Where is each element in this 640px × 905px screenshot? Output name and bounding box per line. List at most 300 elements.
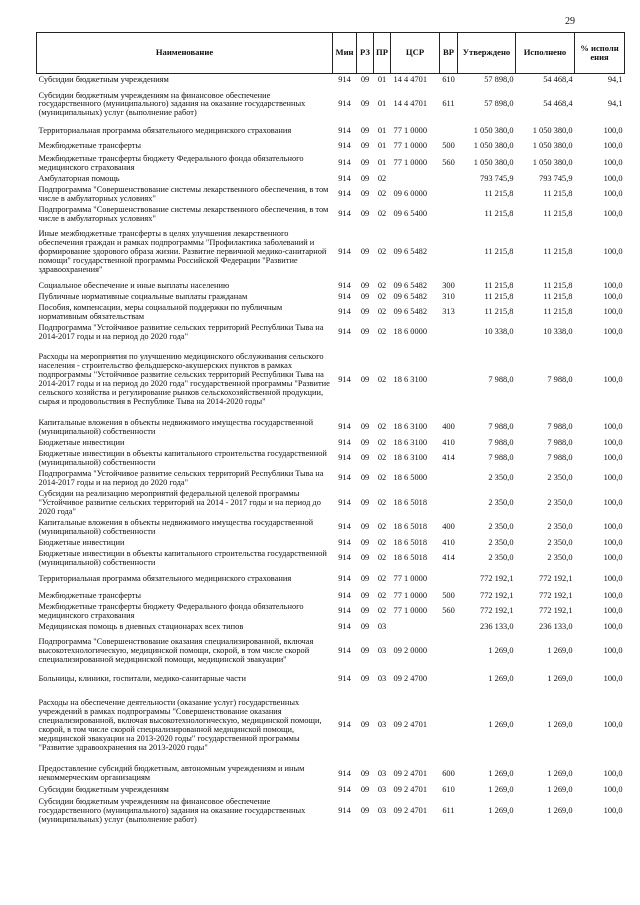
table-row bbox=[37, 153, 625, 173]
row-min: 914 bbox=[338, 720, 351, 730]
row-csr: 09 2 4701 bbox=[393, 806, 427, 816]
row-min: 914 bbox=[338, 247, 351, 257]
row-executed: 2 350,0 bbox=[547, 497, 573, 507]
row-min: 914 bbox=[338, 141, 351, 151]
row-csr: 14 4 4701 bbox=[393, 75, 427, 84]
row-min: 914 bbox=[338, 673, 351, 683]
row-executed: 1 269,0 bbox=[547, 768, 573, 778]
row-rz: 09 bbox=[360, 473, 370, 483]
row-name: Подпрограмма "Устойчивое развитие сельских территорий Республики Тыва на 2014-2017 годы и на период до 2020 года" bbox=[38, 322, 324, 341]
row-approved: 1 269,0 bbox=[488, 768, 514, 778]
row-csr: 18 6 3100 bbox=[393, 437, 427, 447]
row-name: Капитальные вложения в объекты недвижимого имущества государственной (муниципальной) собственности bbox=[38, 517, 314, 536]
row-pr: 02 bbox=[377, 209, 387, 219]
row-min: 914 bbox=[338, 280, 351, 290]
row-approved: 10 338,0 bbox=[484, 327, 514, 337]
row-rz: 09 bbox=[360, 522, 370, 532]
row-executed: 1 269,0 bbox=[547, 646, 573, 656]
table-row bbox=[37, 85, 625, 123]
row-min: 914 bbox=[338, 574, 351, 584]
row-percent: 100,0 bbox=[603, 553, 623, 563]
row-percent: 100,0 bbox=[603, 158, 623, 168]
row-approved: 11 215,8 bbox=[484, 189, 514, 199]
row-min: 914 bbox=[338, 453, 351, 463]
row-min: 914 bbox=[338, 422, 351, 432]
row-approved: 793 745,9 bbox=[480, 173, 514, 183]
row-pr: 02 bbox=[377, 291, 387, 301]
row-min: 914 bbox=[338, 437, 351, 447]
row-approved: 57 898,0 bbox=[484, 75, 514, 84]
row-vr: 560 bbox=[442, 158, 455, 168]
row-rz: 09 bbox=[360, 126, 370, 136]
row-vr: 410 bbox=[442, 437, 455, 447]
table-row bbox=[37, 302, 625, 322]
row-executed: 11 215,8 bbox=[543, 291, 573, 301]
row-approved: 1 050 380,0 bbox=[473, 126, 514, 136]
row-approved: 11 215,8 bbox=[484, 291, 514, 301]
row-vr bbox=[440, 670, 458, 687]
row-approved: 2 350,0 bbox=[488, 553, 514, 563]
row-name: Публичные нормативные социальные выплаты гражданам bbox=[38, 291, 248, 301]
col-header-rz: РЗ bbox=[357, 33, 374, 74]
table-row bbox=[37, 280, 625, 291]
row-csr: 18 6 5018 bbox=[393, 522, 427, 532]
row-executed: 7 988,0 bbox=[547, 437, 573, 447]
row-vr bbox=[440, 488, 458, 517]
row-percent: 100,0 bbox=[603, 673, 623, 683]
row-csr: 18 6 5018 bbox=[393, 497, 427, 507]
table-row bbox=[37, 291, 625, 302]
row-approved: 2 350,0 bbox=[488, 497, 514, 507]
table-row bbox=[37, 590, 625, 601]
row-min: 914 bbox=[338, 522, 351, 532]
table-row bbox=[37, 224, 625, 280]
row-pr: 03 bbox=[377, 646, 387, 656]
row-name: Подпрограмма "Совершенствование системы лекарственного обеспечения, в том числе в амбулаторных условиях" bbox=[38, 184, 329, 203]
row-percent: 94,1 bbox=[607, 99, 623, 109]
row-pr: 02 bbox=[377, 280, 387, 290]
row-vr: 410 bbox=[442, 537, 455, 547]
row-rz: 09 bbox=[360, 437, 370, 447]
table-row bbox=[37, 795, 625, 827]
row-approved: 772 192,1 bbox=[480, 574, 514, 584]
row-name: Территориальная программа обязательного медицинского страхования bbox=[38, 126, 292, 136]
row-pr: 03 bbox=[377, 720, 387, 730]
row-pr: 01 bbox=[377, 75, 387, 84]
table-row bbox=[37, 548, 625, 568]
row-pr: 02 bbox=[377, 307, 387, 317]
row-percent: 100,0 bbox=[603, 374, 623, 384]
row-percent: 100,0 bbox=[603, 209, 623, 219]
row-percent: 100,0 bbox=[603, 522, 623, 532]
row-percent: 100,0 bbox=[603, 768, 623, 778]
row-rz: 09 bbox=[360, 553, 370, 563]
row-name: Капитальные вложения в объекты недвижимого имущества государственной (муниципальной) собственности bbox=[38, 417, 314, 436]
row-rz: 09 bbox=[360, 537, 370, 547]
row-min: 914 bbox=[338, 327, 351, 337]
row-csr bbox=[391, 621, 440, 632]
table-row bbox=[37, 621, 625, 632]
row-executed: 11 215,8 bbox=[543, 280, 573, 290]
row-min: 914 bbox=[338, 537, 351, 547]
row-pr: 02 bbox=[377, 453, 387, 463]
row-percent: 100,0 bbox=[603, 574, 623, 584]
row-executed: 772 192,1 bbox=[539, 574, 573, 584]
row-approved: 1 269,0 bbox=[488, 673, 514, 683]
row-vr bbox=[440, 687, 458, 763]
row-pr: 02 bbox=[377, 327, 387, 337]
row-rz: 09 bbox=[360, 590, 370, 600]
row-csr: 14 4 4701 bbox=[393, 99, 427, 109]
row-vr bbox=[440, 468, 458, 488]
table-row bbox=[37, 601, 625, 621]
row-percent: 100,0 bbox=[603, 646, 623, 656]
row-pr: 02 bbox=[377, 606, 387, 616]
row-approved: 11 215,8 bbox=[484, 247, 514, 257]
table-row bbox=[37, 568, 625, 590]
row-approved: 7 988,0 bbox=[488, 453, 514, 463]
row-approved: 236 133,0 bbox=[480, 621, 514, 631]
row-vr: 611 bbox=[442, 99, 455, 109]
row-min: 914 bbox=[338, 473, 351, 483]
table-row bbox=[37, 448, 625, 468]
row-pr: 02 bbox=[377, 537, 387, 547]
row-approved: 2 350,0 bbox=[488, 473, 514, 483]
row-vr bbox=[440, 342, 458, 417]
row-name: Субсидии на реализацию мероприятий федеральной целевой программы "Устойчивое развитие сельских территорий на 2014 - 2017 годы и на период до 2020 года" bbox=[38, 488, 321, 516]
row-percent: 100,0 bbox=[603, 437, 623, 447]
row-percent: 100,0 bbox=[603, 537, 623, 547]
table-row bbox=[37, 322, 625, 342]
row-name: Бюджетные инвестиции bbox=[38, 437, 125, 447]
col-header-min: Мин bbox=[333, 33, 357, 74]
row-pr: 03 bbox=[377, 621, 387, 631]
row-pr: 02 bbox=[377, 590, 387, 600]
row-name: Субсидии бюджетным учреждениям на финансовое обеспечение государственного (муниципального) задания на оказание государственных (муниципальных) услуг (выполнение работ) bbox=[38, 90, 306, 118]
table-row bbox=[37, 437, 625, 448]
row-percent: 100,0 bbox=[603, 189, 623, 199]
row-executed: 1 050 380,0 bbox=[532, 141, 573, 151]
row-percent: 94,1 bbox=[607, 75, 623, 84]
row-rz: 09 bbox=[360, 189, 370, 199]
row-executed: 7 988,0 bbox=[547, 374, 573, 384]
row-vr: 600 bbox=[442, 768, 455, 778]
row-min: 914 bbox=[338, 189, 351, 199]
row-executed: 236 133,0 bbox=[539, 621, 573, 631]
col-header-approved: Утверждено bbox=[458, 33, 516, 74]
row-pr: 02 bbox=[377, 247, 387, 257]
page-number: 29 bbox=[565, 16, 575, 27]
row-vr bbox=[440, 204, 458, 224]
row-rz: 09 bbox=[360, 307, 370, 317]
row-executed: 1 050 380,0 bbox=[532, 158, 573, 168]
row-csr: 18 6 0000 bbox=[393, 327, 427, 337]
row-percent: 100,0 bbox=[603, 126, 623, 136]
row-executed: 2 350,0 bbox=[547, 473, 573, 483]
row-pr: 01 bbox=[377, 126, 387, 136]
col-header-vr: ВР bbox=[440, 33, 458, 74]
row-percent: 100,0 bbox=[603, 422, 623, 432]
row-executed: 2 350,0 bbox=[547, 553, 573, 563]
row-vr: 313 bbox=[442, 307, 455, 317]
row-rz: 09 bbox=[360, 574, 370, 584]
row-executed: 1 269,0 bbox=[547, 720, 573, 730]
row-rz: 09 bbox=[360, 720, 370, 730]
row-vr bbox=[440, 184, 458, 204]
row-rz: 09 bbox=[360, 209, 370, 219]
row-approved: 11 215,8 bbox=[484, 280, 514, 290]
row-executed: 1 269,0 bbox=[547, 806, 573, 816]
row-approved: 1 269,0 bbox=[488, 806, 514, 816]
row-rz: 09 bbox=[360, 75, 370, 84]
table-row bbox=[37, 488, 625, 517]
row-name: Пособия, компенсации, меры социальной поддержки по публичным нормативным обязательствам bbox=[38, 302, 283, 321]
row-pr: 03 bbox=[377, 806, 387, 816]
table-row bbox=[37, 204, 625, 224]
row-min: 914 bbox=[338, 606, 351, 616]
table-row bbox=[37, 123, 625, 139]
row-name: Субсидии бюджетным учреждениям на финансовое обеспечение государственного (муниципального) задания на оказание государственных (муниципальных) услуг (выполнение работ) bbox=[38, 797, 306, 825]
row-rz: 09 bbox=[360, 99, 370, 109]
row-executed: 10 338,0 bbox=[543, 327, 573, 337]
row-name: Территориальная программа обязательного медицинского страхования bbox=[38, 574, 292, 584]
row-rz: 09 bbox=[360, 374, 370, 384]
row-name: Иные межбюджетные трансферты в целях улучшения лекарственного обеспечения граждан и рамках подпрограммы "Профилактика заболеваний и формирование здорового образа жизни. Развитие первичной медико-санитарной помощи" государственной программы Российской Федерации "Развитие здравоохранения" bbox=[38, 229, 327, 275]
row-executed: 2 350,0 bbox=[547, 537, 573, 547]
row-min: 914 bbox=[338, 209, 351, 219]
row-name: Бюджетные инвестиции в объекты капитального строительства государственной (муниципальной) собственности bbox=[38, 548, 327, 567]
row-csr: 18 6 3100 bbox=[393, 374, 427, 384]
row-vr bbox=[440, 568, 458, 590]
row-name: Межбюджетные трансферты bbox=[38, 590, 142, 600]
row-pr: 02 bbox=[377, 553, 387, 563]
row-csr bbox=[391, 173, 440, 184]
row-min: 914 bbox=[338, 158, 351, 168]
row-rz: 09 bbox=[360, 621, 370, 631]
row-name: Межбюджетные трансферты bbox=[38, 141, 142, 151]
row-approved: 57 898,0 bbox=[484, 99, 514, 109]
row-executed: 11 215,8 bbox=[543, 247, 573, 257]
row-min: 914 bbox=[338, 553, 351, 563]
row-vr: 610 bbox=[442, 784, 455, 794]
row-percent: 100,0 bbox=[603, 327, 623, 337]
row-pr: 02 bbox=[377, 473, 387, 483]
table-row bbox=[37, 687, 625, 763]
row-executed: 11 215,8 bbox=[543, 189, 573, 199]
row-csr: 18 6 3100 bbox=[393, 453, 427, 463]
row-csr: 18 6 5018 bbox=[393, 553, 427, 563]
row-min: 914 bbox=[338, 806, 351, 816]
row-name: Подпрограмма "Совершенствование системы лекарственного обеспечения, в том числе в амбулаторных условиях" bbox=[38, 204, 329, 223]
row-csr: 77 1 0000 bbox=[393, 606, 427, 616]
row-pr: 02 bbox=[377, 374, 387, 384]
row-min: 914 bbox=[338, 497, 351, 507]
row-rz: 09 bbox=[360, 141, 370, 151]
row-executed: 54 468,4 bbox=[543, 75, 573, 84]
table-body bbox=[37, 74, 625, 827]
row-percent: 100,0 bbox=[603, 497, 623, 507]
table-row bbox=[37, 468, 625, 488]
row-executed: 2 350,0 bbox=[547, 522, 573, 532]
row-name: Субсидии бюджетным учреждениям bbox=[38, 75, 169, 84]
row-vr: 610 bbox=[442, 75, 455, 84]
row-min: 914 bbox=[338, 75, 351, 84]
row-min: 914 bbox=[338, 646, 351, 656]
row-csr: 18 6 5000 bbox=[393, 473, 427, 483]
row-csr: 09 2 4701 bbox=[393, 768, 427, 778]
row-min: 914 bbox=[338, 590, 351, 600]
row-approved: 1 269,0 bbox=[488, 646, 514, 656]
row-vr: 310 bbox=[442, 291, 455, 301]
row-executed: 11 215,8 bbox=[543, 307, 573, 317]
row-csr: 77 1 0000 bbox=[393, 141, 427, 151]
row-name: Бюджетные инвестиции bbox=[38, 537, 125, 547]
row-rz: 09 bbox=[360, 673, 370, 683]
row-name: Больницы, клиники, госпитали, медико-санитарные части bbox=[38, 673, 246, 683]
row-vr: 500 bbox=[442, 141, 455, 151]
row-pr: 01 bbox=[377, 141, 387, 151]
row-min: 914 bbox=[338, 291, 351, 301]
row-approved: 772 192,1 bbox=[480, 606, 514, 616]
row-min: 914 bbox=[338, 768, 351, 778]
row-csr: 18 6 5018 bbox=[393, 537, 427, 547]
row-approved: 11 215,8 bbox=[484, 209, 514, 219]
row-percent: 100,0 bbox=[603, 280, 623, 290]
row-executed: 793 745,9 bbox=[539, 173, 573, 183]
row-percent: 100,0 bbox=[603, 453, 623, 463]
row-vr: 414 bbox=[442, 453, 455, 463]
row-vr: 300 bbox=[442, 280, 455, 290]
row-percent: 100,0 bbox=[603, 590, 623, 600]
table-row bbox=[37, 784, 625, 795]
row-pr: 02 bbox=[377, 522, 387, 532]
row-pr: 03 bbox=[377, 784, 387, 794]
row-rz: 09 bbox=[360, 327, 370, 337]
row-rz: 09 bbox=[360, 806, 370, 816]
row-approved: 1 050 380,0 bbox=[473, 158, 514, 168]
row-pr: 02 bbox=[377, 189, 387, 199]
row-percent: 100,0 bbox=[603, 291, 623, 301]
row-vr: 400 bbox=[442, 422, 455, 432]
row-rz: 09 bbox=[360, 158, 370, 168]
row-csr: 77 1 0000 bbox=[393, 574, 427, 584]
row-min: 914 bbox=[338, 173, 351, 183]
col-header-csr: ЦСР bbox=[391, 33, 440, 74]
row-rz: 09 bbox=[360, 291, 370, 301]
table-row bbox=[37, 517, 625, 537]
row-executed: 11 215,8 bbox=[543, 209, 573, 219]
table-row bbox=[37, 632, 625, 670]
row-name: Межбюджетные трансферты бюджету Федерального фонда обязательного медицинского страхования bbox=[38, 154, 304, 172]
row-name: Бюджетные инвестиции в объекты капитального строительства государственной (муниципальной) собственности bbox=[38, 448, 327, 467]
row-csr: 77 1 0000 bbox=[393, 590, 427, 600]
row-csr: 77 1 0000 bbox=[393, 158, 427, 168]
row-rz: 09 bbox=[360, 173, 370, 183]
row-pr: 02 bbox=[377, 422, 387, 432]
row-csr: 09 6 0000 bbox=[393, 189, 427, 199]
row-pr: 02 bbox=[377, 173, 387, 183]
row-percent: 100,0 bbox=[603, 606, 623, 616]
row-min: 914 bbox=[338, 307, 351, 317]
row-pr: 02 bbox=[377, 437, 387, 447]
row-approved: 772 192,1 bbox=[480, 590, 514, 600]
table-row bbox=[37, 670, 625, 687]
row-csr: 09 2 4700 bbox=[393, 673, 427, 683]
row-csr: 09 6 5482 bbox=[393, 291, 427, 301]
row-pr: 03 bbox=[377, 673, 387, 683]
row-name: Подпрограмма "Совершенствование оказания специализированной, включая высокотехнологическую, медицинской помощи, скорой, в том числе скорой специализированной медицинской помощи, медицинской эвакуации" bbox=[38, 637, 314, 665]
row-approved: 1 269,0 bbox=[488, 784, 514, 794]
table-row bbox=[37, 763, 625, 784]
row-csr: 18 6 3100 bbox=[393, 422, 427, 432]
row-vr: 611 bbox=[442, 806, 455, 816]
row-name: Предоставление субсидий бюджетным, автономным учреждениям и иным некоммерческим организациям bbox=[38, 764, 305, 783]
table-row bbox=[37, 184, 625, 204]
row-approved: 2 350,0 bbox=[488, 537, 514, 547]
row-csr: 09 6 5482 bbox=[393, 307, 427, 317]
row-percent: 100,0 bbox=[603, 173, 623, 183]
row-pr: 01 bbox=[377, 99, 387, 109]
row-pr: 03 bbox=[377, 768, 387, 778]
row-vr bbox=[440, 173, 458, 184]
row-name: Субсидии бюджетным учреждениям bbox=[38, 784, 169, 794]
row-rz: 09 bbox=[360, 422, 370, 432]
row-executed: 1 269,0 bbox=[547, 784, 573, 794]
row-name: Медицинская помощь в дневных стационарах всех типов bbox=[38, 621, 244, 631]
row-csr: 09 2 0000 bbox=[393, 646, 427, 656]
row-min: 914 bbox=[338, 126, 351, 136]
table-row bbox=[37, 537, 625, 548]
row-rz: 09 bbox=[360, 606, 370, 616]
row-approved: 1 050 380,0 bbox=[473, 141, 514, 151]
row-min: 914 bbox=[338, 99, 351, 109]
row-vr: 560 bbox=[442, 606, 455, 616]
row-approved: 1 269,0 bbox=[488, 720, 514, 730]
row-approved: 7 988,0 bbox=[488, 374, 514, 384]
row-percent: 100,0 bbox=[603, 307, 623, 317]
row-vr bbox=[440, 621, 458, 632]
row-vr: 400 bbox=[442, 522, 455, 532]
row-pr: 02 bbox=[377, 574, 387, 584]
col-header-executed: Исполнено bbox=[516, 33, 575, 74]
row-pr: 02 bbox=[377, 497, 387, 507]
row-approved: 7 988,0 bbox=[488, 422, 514, 432]
row-csr: 09 2 4701 bbox=[393, 720, 427, 730]
row-rz: 09 bbox=[360, 497, 370, 507]
row-name: Межбюджетные трансферты бюджету Федерального фонда обязательного медицинского страхования bbox=[38, 601, 304, 620]
table-row bbox=[37, 342, 625, 417]
row-csr: 09 2 4701 bbox=[393, 784, 427, 794]
row-name: Расходы на обеспечение деятельности (оказание услуг) государственных учреждений в рамках подпрограммы "Совершенствование оказания специализированной, включая высокотехнологическую, медицинской помощи, скорой, в том числе скорой специализированной медицинской помощи, медицинской эвакуации на 2013-2020 годы" государственной программы "Развитие здравоохранения на 2013-2020 годы" bbox=[38, 697, 322, 752]
row-vr: 500 bbox=[442, 590, 455, 600]
table-row bbox=[37, 173, 625, 184]
row-rz: 09 bbox=[360, 280, 370, 290]
row-vr bbox=[440, 123, 458, 139]
row-executed: 7 988,0 bbox=[547, 453, 573, 463]
row-csr: 09 6 5482 bbox=[393, 247, 427, 257]
row-executed: 772 192,1 bbox=[539, 606, 573, 616]
row-vr bbox=[440, 224, 458, 280]
row-percent: 100,0 bbox=[603, 720, 623, 730]
row-rz: 09 bbox=[360, 247, 370, 257]
row-rz: 09 bbox=[360, 453, 370, 463]
row-rz: 09 bbox=[360, 646, 370, 656]
row-approved: 11 215,8 bbox=[484, 307, 514, 317]
row-approved: 7 988,0 bbox=[488, 437, 514, 447]
row-executed: 1 269,0 bbox=[547, 673, 573, 683]
table-row bbox=[37, 74, 625, 85]
row-executed: 54 468,4 bbox=[543, 99, 573, 109]
